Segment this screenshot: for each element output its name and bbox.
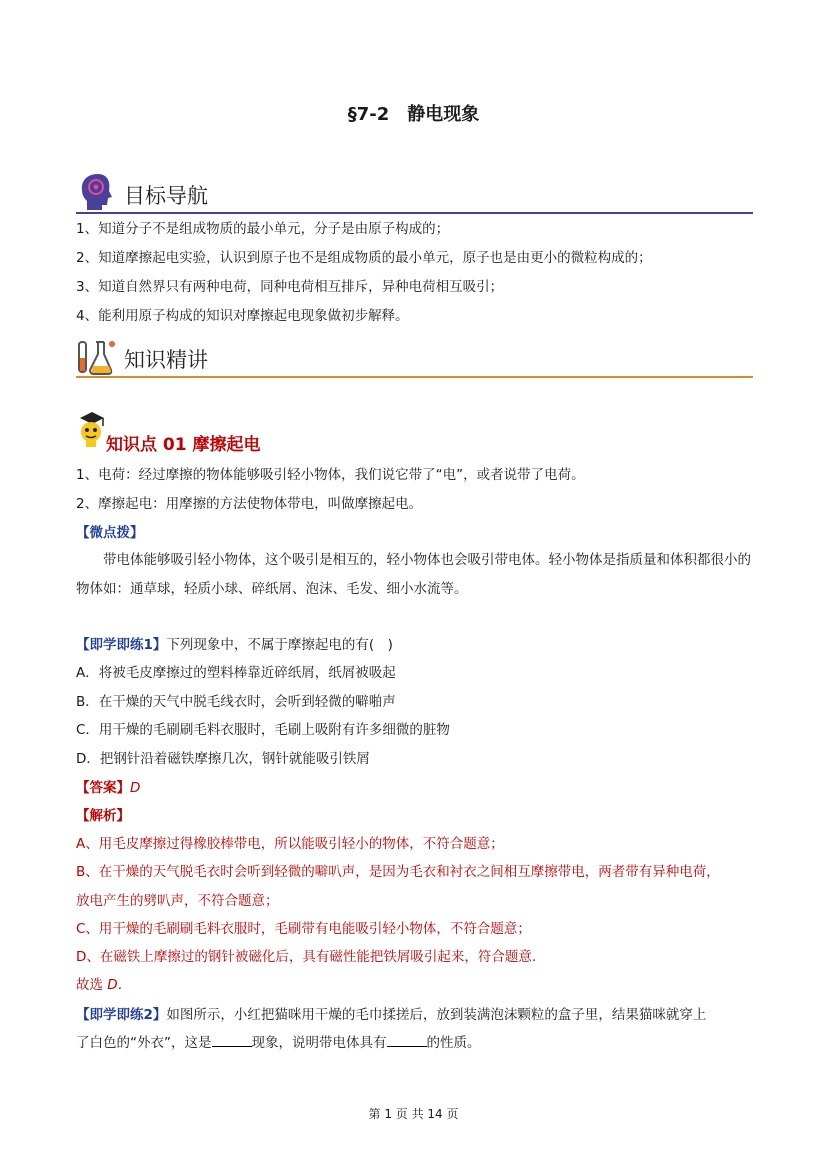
section-label: 知识精讲: [124, 348, 208, 372]
goal-item: 4、能利用原子构成的知识对摩擦起电现象做初步解释。: [76, 308, 409, 324]
page-title: §7-2 静电现象: [347, 104, 480, 125]
conclusion: [76, 974, 122, 996]
option: A．将被毛皮摩擦过的塑料棒靠近碎纸屑，纸屑被吸起: [76, 665, 396, 681]
exercise-label: 【即学即练2】: [76, 1007, 167, 1023]
analysis-line: B、在干燥的天气脱毛衣时会听到轻微的噼叭声，是因为毛衣和衬衣之间相互摩擦带电，两者带有异种电荷，: [76, 864, 720, 880]
question-text: 现象，说明带电体具有: [251, 1035, 387, 1051]
option: D．把钢针沿着磁铁摩擦几次，钢针就能吸引铁屑: [76, 751, 370, 767]
exercise-2-line2: [76, 1032, 481, 1054]
question-text: 下列现象中，不属于摩擦起电的有( ): [166, 637, 393, 653]
conclusion-answer: D: [107, 977, 118, 993]
question-text: 了白色的“外衣”，这是: [76, 1035, 212, 1051]
section-label: 目标导航: [124, 184, 208, 208]
head-brain-icon: [78, 170, 118, 212]
analysis-label: 【解析】: [76, 808, 130, 824]
tip-label: 【微点拨】: [76, 525, 144, 541]
section-header-knowledge: [76, 334, 753, 378]
answer-label: 【答案】: [76, 780, 130, 796]
definition: 1、电荷：经过摩擦的物体能够吸引轻小物体，我们说它带了“电”，或者说带了电荷。: [76, 467, 585, 483]
analysis-line: A、用毛皮摩擦过得橡胶棒带电，所以能吸引轻小的物体，不符合题意；: [76, 836, 504, 852]
graduate-icon: [76, 410, 106, 448]
answer: [76, 777, 140, 799]
question-text: 如图所示，小红把猫咪用干燥的毛巾揉搓后，放到装满泡沫颗粒的盒子里，结果猫咪就穿上: [166, 1007, 707, 1023]
answer-blank[interactable]: [212, 1033, 252, 1047]
option: B．在干燥的天气中脱毛线衣时，会听到轻微的噼啪声: [76, 694, 396, 710]
tip-text: 带电体能够吸引轻小物体，这个吸引是相互的，轻小物体也会吸引带电体。轻小物体是指质量和体积都很小的物体如：通草球，轻质小球、碎纸屑、泡沫、毛发、细小水流等。: [76, 552, 751, 597]
question-text: 的性质。: [426, 1035, 481, 1051]
section-header-goals: [76, 170, 753, 214]
section-divider: [76, 376, 753, 378]
conclusion-prefix: 故选: [76, 977, 108, 993]
answer-value: D: [130, 780, 141, 796]
page-footer: 第 1 页 共 14 页: [368, 1107, 459, 1121]
option: C．用干燥的毛刷刷毛料衣服时，毛刷上吸附有许多细微的脏物: [76, 722, 450, 738]
analysis-line: C、用干燥的毛刷刷毛料衣服时，毛刷带有电能吸引轻小物体，不符合题意；: [76, 921, 531, 937]
lab-flask-icon: [76, 336, 116, 376]
answer-blank[interactable]: [387, 1033, 427, 1047]
goal-item: 3、知道自然界只有两种电荷，同种电荷相互排斥，异种电荷相互吸引；: [76, 279, 504, 295]
exercise-1-question: [76, 634, 393, 656]
definition: 2、摩擦起电：用摩擦的方法使物体带电，叫做摩擦起电。: [76, 496, 423, 512]
conclusion-suffix: .: [117, 977, 122, 993]
analysis-line: 放电产生的劈叭声，不符合题意；: [76, 893, 279, 909]
section-divider: [76, 212, 753, 214]
goal-item: 1、知道分子不是组成物质的最小单元，分子是由原子构成的；: [76, 221, 450, 237]
analysis-line: D、在磁铁上摩擦过的钢针被磁化后，具有磁性能把铁屑吸引起来，符合题意.: [76, 949, 537, 965]
knowledge-point-title: 知识点 01 摩擦起电: [106, 435, 261, 455]
goal-item: 2、知道摩擦起电实验，认识到原子也不是组成物质的最小单元，原子也是由更小的微粒构成的；: [76, 250, 652, 266]
exercise-label: 【即学即练1】: [76, 637, 167, 653]
exercise-2-question: [76, 1004, 706, 1026]
